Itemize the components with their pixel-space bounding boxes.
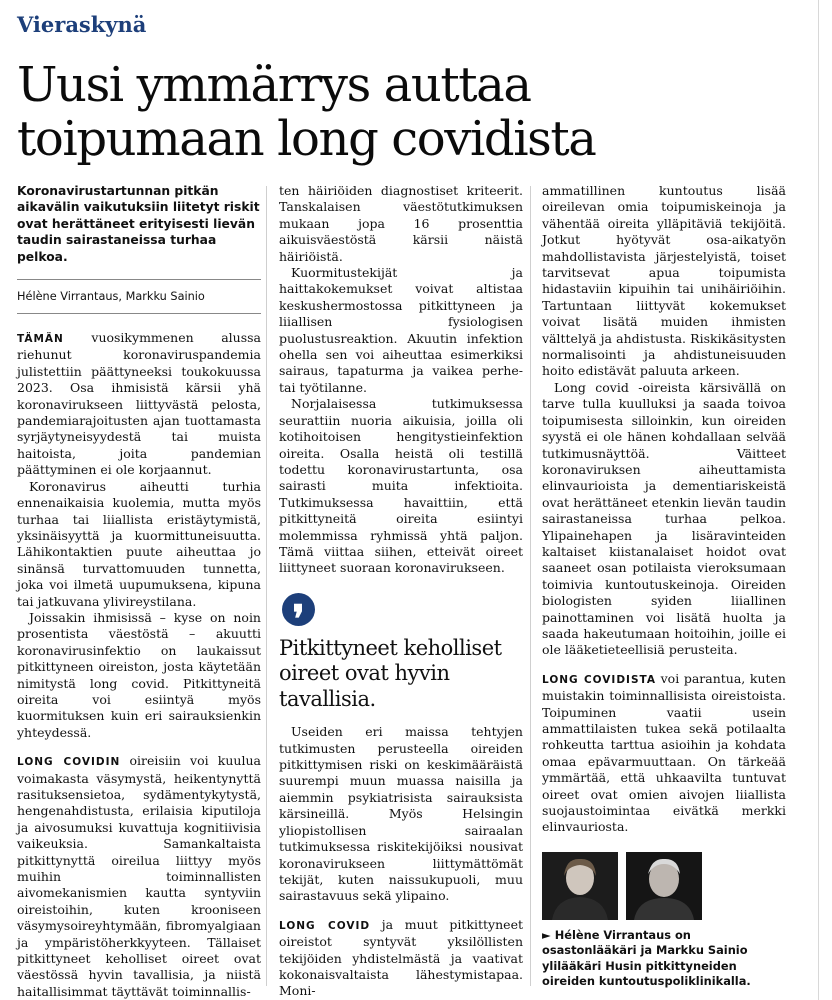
body-paragraph: LONG COVIDIN oireisiin voi kuulua voimakasta väsymystä, heikentynyttä rasituksensietoa, sydämentykytystä, hengenahdistusta, erilaisia kiputiloja ja aivosumuksi kuvattuja kognitiivisia vaikeuksia. Samankaltaista pitkittynyttä oireilua liittyy myös muihin toiminnallisten aivomekanismien kautta syntyviin oireistoihin, kuten krooniseen väsymysoireyhtymään, fibromyalgiaan ja ympäristöherkkyyteen. Tällaiset pitkittyneet keholliset oireet ovat väestössä hyvin tavallisia, ja niistä haitallisimmat täyttävät toiminnallis-: [17, 753, 261, 999]
author-photo-sainio: [626, 852, 702, 920]
column-divider: [266, 186, 267, 986]
body-paragraph: ammatillinen kuntoutus lisää oireilevan omia toipumiskeinoja ja vähentää oireita ylläpitäviä tekijöitä. Jotkut hyötyvät osa-aikatyön mahdollistavista järjestelyistä, toiset tarvitsevat apua toipumista hidastaviin kipuihin tai unihäiriöihin. Tartuntaan liittyvät kokemukset voivat lisätä muiden ihmisten välttelyä ja ahdistusta. Riskikäsitysten normalisointi ja ahdistuneisuuden hoito edistävät paluuta arkeen.: [542, 183, 786, 379]
body-paragraph: Useiden eri maissa tehtyjen tutkimusten perusteella oireiden pitkittymisen riski on keskimääräistä suurempi muun muassa naisilla ja aiemmin psykiatrisista sairauksista kärsineillä. Myös Helsingin yliopistollisen sairaalan tutkimuksessa riskitekijöiksi nousivat koronavirukseen liittymättömät tekijät, kuten naissukupuoli, muu sairastavuus sekä ylipaino.: [279, 724, 523, 904]
body-paragraph: ten häiriöiden diagnostiset kriteerit. Tanskalaisen väestötutkimuksen mukaan jopa 16 prosenttia aikuisväestöstä kärsii näistä häiriöistä.: [279, 183, 523, 264]
paragraph-lead-in: LONG COVIDIN: [17, 756, 121, 769]
divider: [17, 313, 261, 314]
body-paragraph: Long covid -oireista kärsivällä on tarve tulla kuulluksi ja saada toivoa toipumisesta silloinkin, kun oireiden syystä ei ole hänen kohdallaan selvää tutkimusnäyttöä. Väitteet koronaviruksen aiheuttamista elinvaurioista ja dementiariskeistä ovat herättäneet etenkin lievän taudin sairastaneissa turhaa pelkoa. Ylipainehapen ja lisäravinteiden kaltaiset kiistanalaiset hoidot ovat saaneet osan potilaista vieroksumaan toimivia kuntoutuskeinoja. Oireiden biologisten syiden liiallinen painottaminen voi lisätä huolta ja saada hakeutumaan hoitoihin, joille ei ole lääketieteellisiä perusteita.: [542, 379, 786, 658]
photo-caption: ► Hélène Virrantaus on osastonlääkäri ja Markku Sainio ylilääkäri Husin pitkittyneiden oireiden kuntoutuspoliklinikalla.: [542, 927, 751, 989]
body-paragraph: LONG COVID ja muut pitkittyneet oireistot syntyvät yksilöllisten tekijöiden yhdistelmästä ja vaativat kokonaisvaltaista lähestymistapaa. Moni-: [279, 916, 523, 999]
pull-quote: Pitkittyneet keholliset oireet ovat hyvin tavallisia.: [279, 635, 502, 711]
quote-icon: ❜: [282, 593, 315, 626]
body-paragraph: Kuormitustekijät ja haittakokemukset voivat altistaa keskushermostossa pitkittyneen ja liiallisen fysiologisen puolustusreaktion. Akuutin infektion ohella sen voi aiheuttaa esimerkiksi sairaus, tapaturma ja vaikea perhe- tai työtilanne.: [279, 265, 523, 395]
column-3: [542, 183, 786, 989]
lead-paragraph: Koronavirustartunnan pitkän aikavälin vaikutuksiin liitetyt riskit ovat herättäneet erityisesti lievän taudin sairastaneissa turhaa pelkoa.: [17, 184, 260, 264]
column-divider: [530, 186, 531, 986]
body-paragraph: Norjalaisessa tutkimuksessa seurattiin nuoria aikuisia, joilla oli kotihoitoisen hengitystieinfektion oireita. Osalla heistä oli testillä todettu koronavirustartunta, osa sairasti muita infektioita. Tutkimuksessa havaittiin, että pitkittyneitä oireita esiintyi molemmissa ryhmissä yhtä paljon. Tämä viittaa siihen, etteivät oireet liittyneet suoraan koronavirukseen.: [279, 396, 523, 576]
column-1: [17, 183, 261, 1000]
portrait-image: [542, 852, 618, 920]
paragraph-lead-in: TÄMÄN: [17, 333, 64, 346]
body-paragraph: TÄMÄN vuosikymmenen alussa riehunut koronaviruspandemia julistettiin päättyneeksi toukokuussa 2023. Osa ihmisistä kärsii yhä koronavirukseen liittyvästä pelosta, pandemiarajoitusten ajan tuottamasta syrjäytyneisyydestä tai muista haitoista, joita pandemian päättyminen ei ole korjaannut.: [17, 330, 261, 478]
column-2: [279, 183, 523, 1000]
paragraph-lead-in: LONG COVIDISTA: [542, 673, 656, 686]
portrait-image: [626, 852, 702, 920]
headline: Uusi ymmärrys auttaa toipumaan long covidista: [17, 57, 596, 167]
author-photos: [542, 852, 786, 920]
body-paragraph: Joissakin ihmisissä – kyse on noin prosentista väestöstä – akuutti koronavirusinfektio on laukaissut pitkittyneen oireiston, josta käytetään nimitystä long covid. Pitkittyneitä oireita voi esiintyä myös kuormituksen kuin eri sairauksienkin yhteydessä.: [17, 609, 261, 740]
page-edge-line: [818, 0, 819, 1000]
body-paragraph: Koronavirus aiheutti turhia ennenaikaisia kuolemia, mutta myös turhaa tai liiallista eristäytymistä, yksinäisyyttä ja kuormittuneisuutta. Lähikontaktien puute aiheuttaa jo sinänsä turvattomuuden tunnetta, joka voi ilmetä uupumuksena, kipuna tai jatkuvana ylivireystilana.: [17, 478, 261, 609]
body-paragraph: LONG COVIDISTA voi parantua, kuten muistakin toiminnallisista oireistoista. Toipuminen vaatii usein ammattilaisten tukea sekä potilaalta rohkeutta tarttua asioihin ja kohdata omaa epävarmuuttaan. On tärkeää ymmärtää, että uhkaavilta tuntuvat oireet ovat omien aivojen liiallista suojaustoimintaa eivätkä merkki elinvauriosta.: [542, 670, 786, 835]
section-kicker: Vieraskynä: [17, 12, 147, 37]
byline: Hélène Virrantaus, Markku Sainio: [17, 290, 205, 304]
divider: [17, 279, 261, 280]
author-photo-virrantaus: [542, 852, 618, 920]
paragraph-lead-in: LONG COVID: [279, 919, 371, 932]
